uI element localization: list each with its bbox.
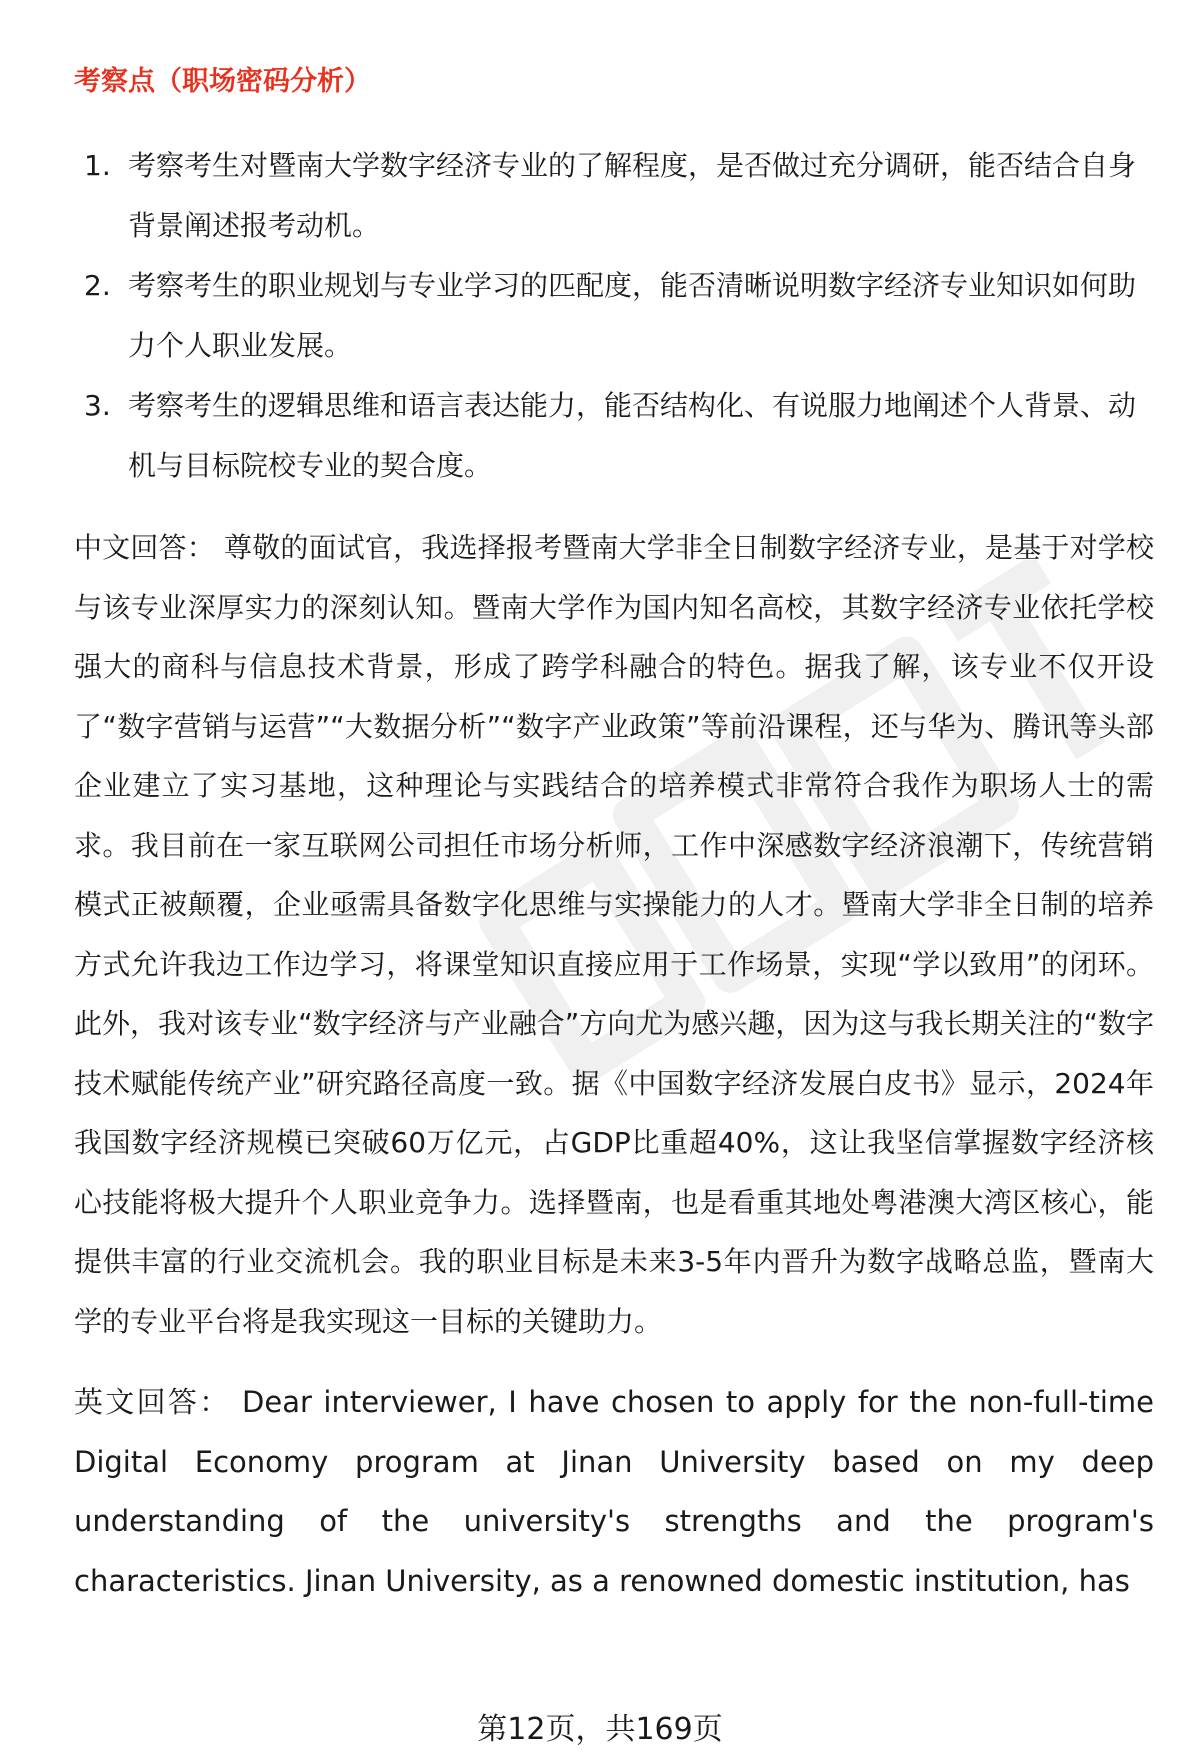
point-text: 考察考生对暨南大学数字经济专业的了解程度，是否做过充分调研，能否结合自身背景阐述报考动机。 — [128, 149, 1137, 242]
point-number: 2. — [84, 269, 111, 302]
chinese-answer-label: 中文回答： — [74, 531, 215, 564]
chinese-answer-text: 尊敬的面试官，我选择报考暨南大学非全日制数字经济专业，是基于对学校与该专业深厚实力的深刻认知。暨南大学作为国内知名高校，其数字经济专业依托学校强大的商科与信息技术背景，形成了跨学科融合的特色。据我了解，该专业不仅开设了“数字营销与运营”“大数据分析”“数字产业政策”等前沿课程，还与华为、腾讯等头部企业建立了实习基地，这种理论与实践结合的培养模式非常符合我作为职场人士的需求。我目前在一家互联网公司担任市场分析师，工作中深感数字经济浪潮下，传统营销模式正被颠覆，企业亟需具备数字化思维与实操能力的人才。暨南大学非全日制的培养方式允许我边工作边学习，将课堂知识直接应用于工作场景，实现“学以致用”的闭环。此外，我对该专业“数字经济与产业融合”方向尤为感兴趣，因为这与我长期关注的“数字技术赋能传统产业”研究路径高度一致。据《中国数字经济发展白皮书》显示，2024年我国数字经济规模已突破60万亿元，占GDP比重超40%，这让我坚信掌握数字经济核心技能将极大提升个人职业竞争力。选择暨南，也是看重其地处粤港澳大湾区核心，能提供丰富的行业交流机会。我的职业目标是未来3-5年内晋升为数字战略总监，暨南大学的专业平台将是我实现这一目标的关键助力。 — [74, 531, 1154, 1338]
assessment-points-list — [74, 136, 1154, 496]
page-number-footer: 第12页，共169页 — [477, 1712, 723, 1747]
point-number: 1. — [84, 149, 111, 182]
assessment-point — [74, 136, 1154, 256]
point-number: 3. — [84, 389, 111, 422]
section-title: 考察点（职场密码分析） — [74, 66, 371, 97]
document-page — [74, 58, 1154, 1633]
assessment-point — [74, 376, 1154, 496]
english-answer-label: 英文回答： — [74, 1385, 231, 1419]
assessment-point — [74, 256, 1154, 376]
english-answer — [74, 1373, 1154, 1611]
english-answer-text: Dear interviewer, I have chosen to apply for the non-full-time Digital Economy program at Jinan University based on my deep understanding of the university's strengths and the program's characteristics. Jinan University, as a renowned domestic institution, has — [74, 1385, 1154, 1598]
point-text: 考察考生的职业规划与专业学习的匹配度，能否清晰说明数字经济专业知识如何助力个人职业发展。 — [128, 269, 1137, 362]
point-text: 考察考生的逻辑思维和语言表达能力，能否结构化、有说服力地阐述个人背景、动机与目标院校专业的契合度。 — [128, 389, 1137, 482]
chinese-answer — [74, 518, 1154, 1351]
